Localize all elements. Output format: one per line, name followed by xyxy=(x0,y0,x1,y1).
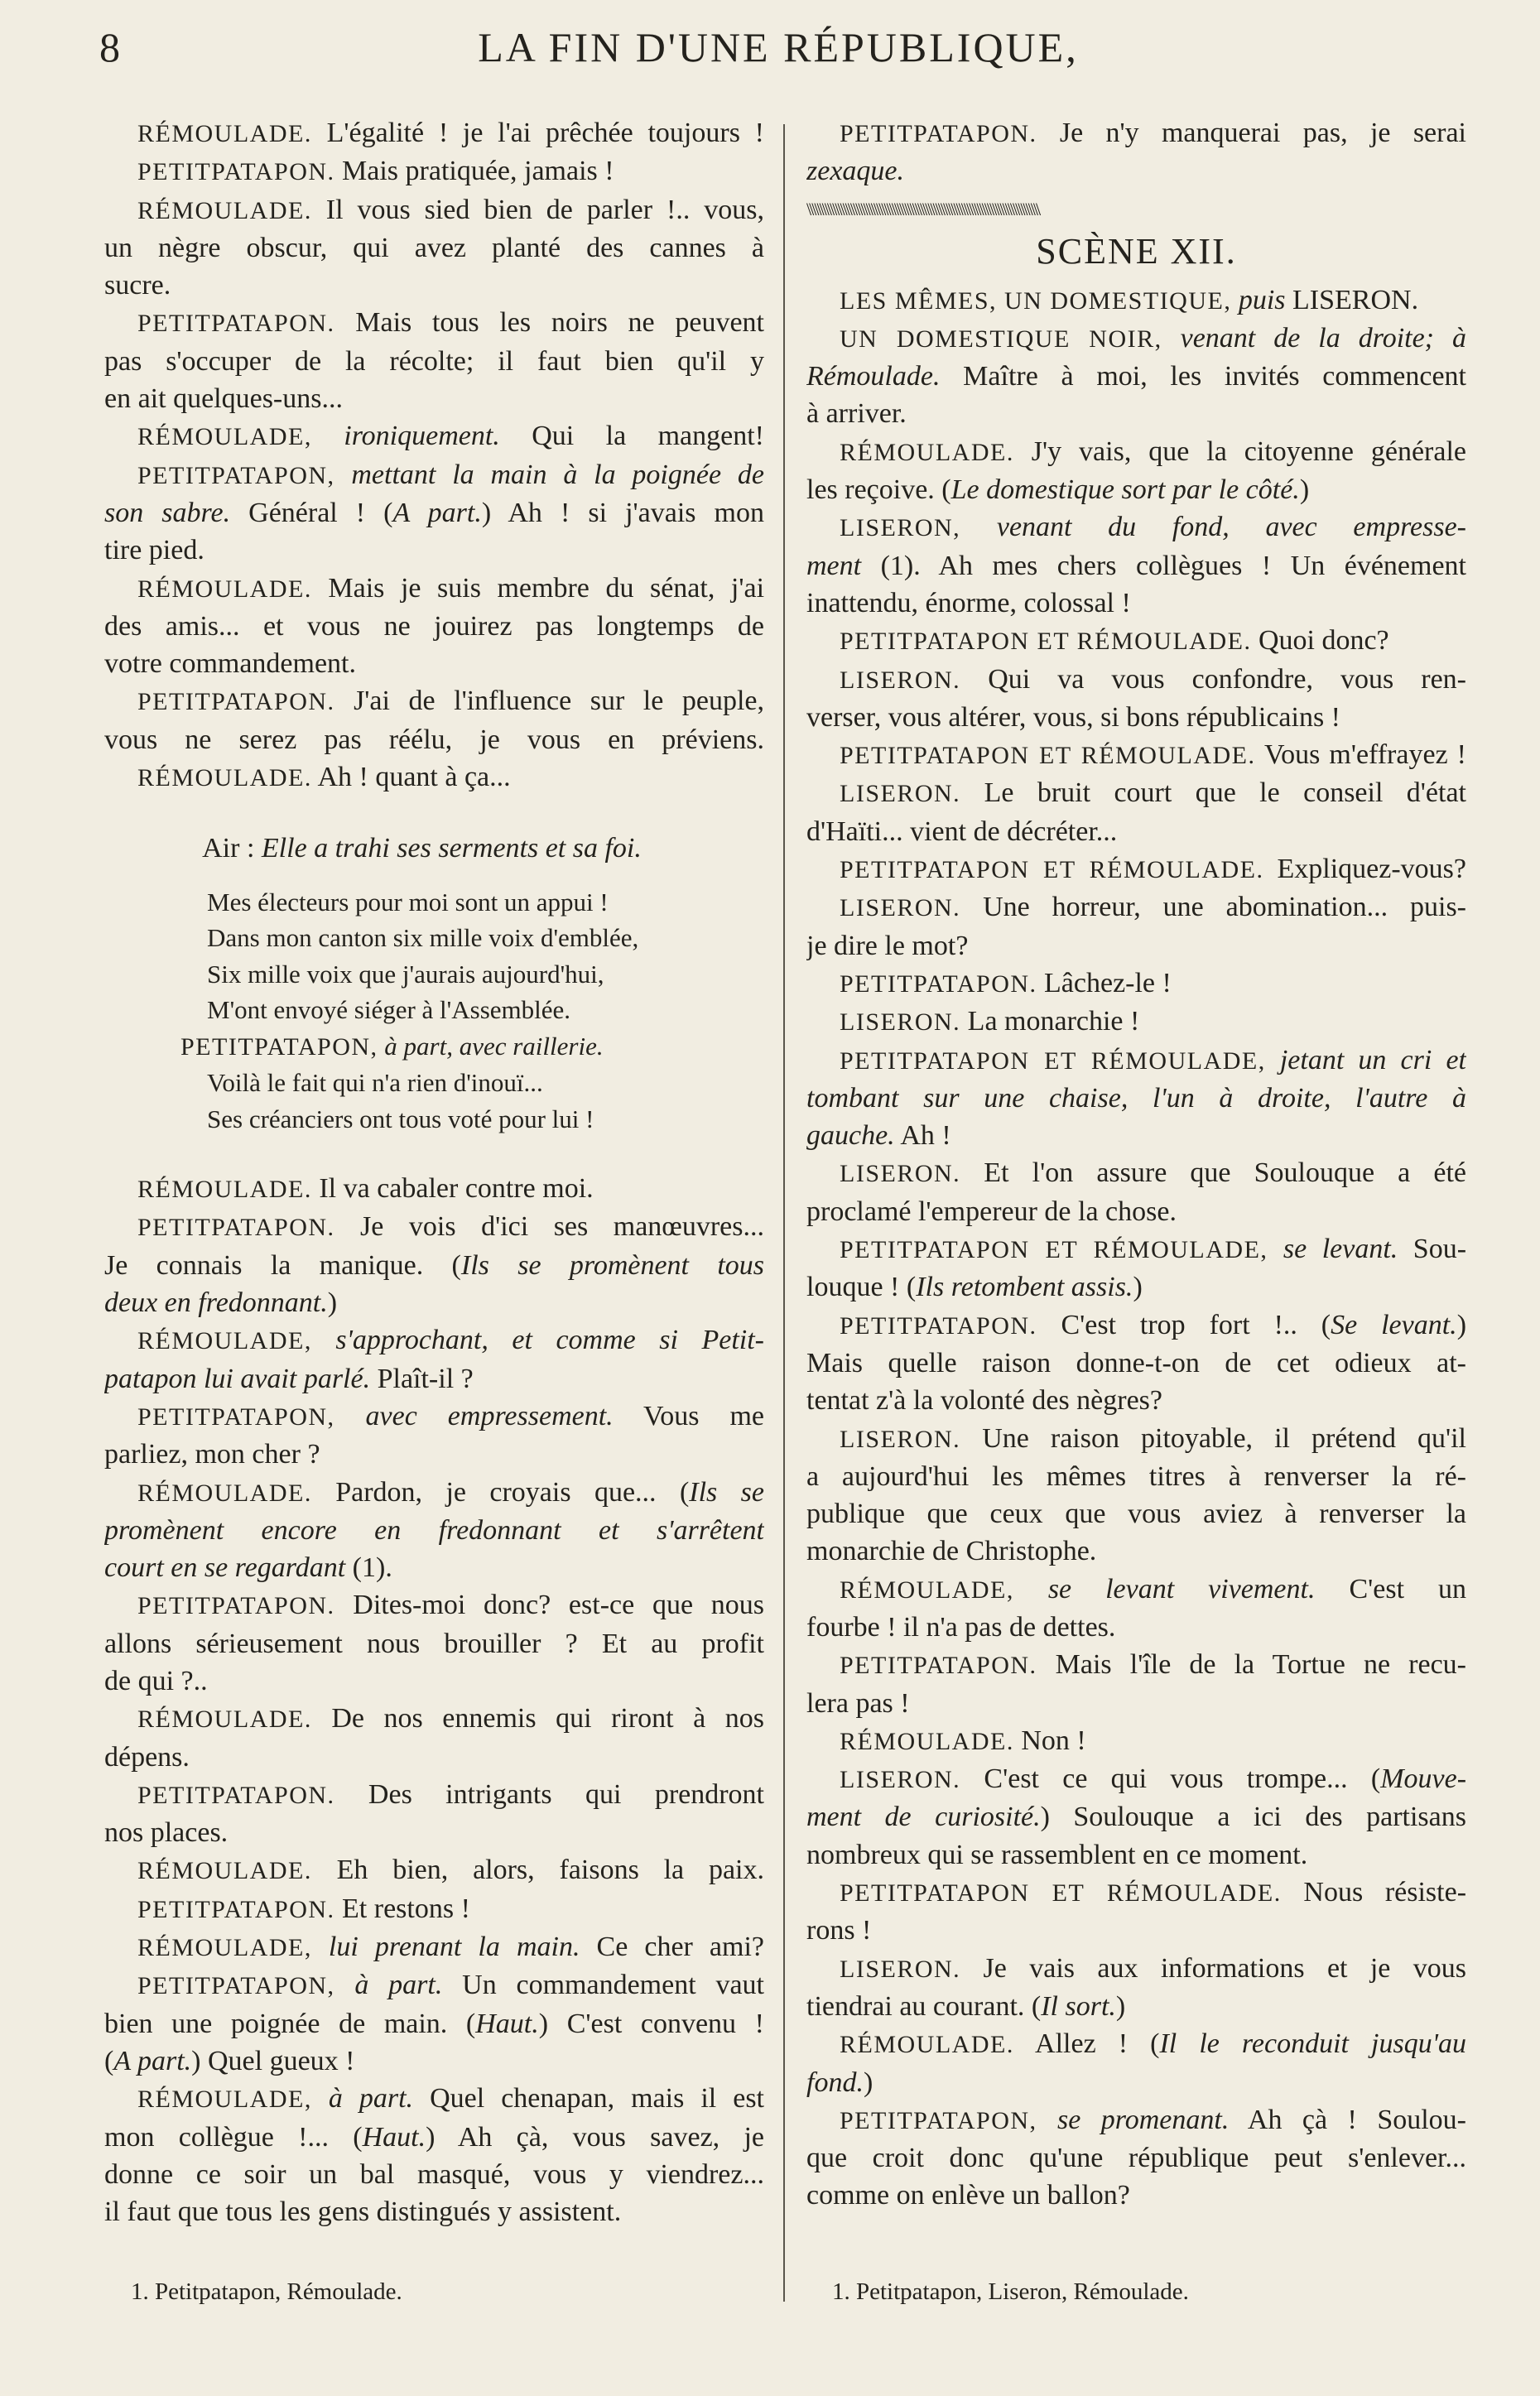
speaker: PETITPATAPON ET RÉMOULADE. xyxy=(840,856,1264,884)
text-line: je dire le mot? xyxy=(806,930,969,961)
scene-title: SCÈNE XII. xyxy=(1036,230,1237,272)
dialogue-line: PETITPATAPON, se promenant. Ah çà ! Soulou- xyxy=(840,2104,1466,2135)
speaker: PETITPATAPON ET RÉMOULADE. xyxy=(840,628,1252,656)
text-line: en ait quelques-uns... xyxy=(104,383,343,415)
text-line: Mais quelle raison donne-t-on de cet odieux at- xyxy=(806,1347,1466,1378)
text-line: Je connais la manique. (Ils se promènent tous xyxy=(104,1249,764,1281)
text-line: il faut que tous les gens distingués y assistent. xyxy=(104,2196,622,2228)
speaker: PETITPATAPON. xyxy=(840,120,1037,147)
speaker: RÉMOULADE, xyxy=(137,423,312,451)
dialogue-line: RÉMOULADE. Pardon, je croyais que... (Ils se xyxy=(137,1476,764,1508)
dialogue-line: PETITPATAPON ET RÉMOULADE, jetant un cri et xyxy=(840,1044,1466,1075)
stage-direction: ironiquement. xyxy=(344,421,500,452)
text-line: un nègre obscur, qui avez planté des cannes à xyxy=(104,232,764,263)
text-line: à arriver. xyxy=(806,398,907,430)
speaker: RÉMOULADE. xyxy=(137,1706,312,1734)
dialogue-line: PETITPATAPON, à part. Un commandement vaut xyxy=(137,1970,764,2001)
text-line: deux en fredonnant.) xyxy=(104,1287,338,1319)
dialogue-line: PETITPATAPON. C'est trop fort !.. (Se levant.) xyxy=(840,1309,1466,1340)
speaker: UN DOMESTIQUE NOIR, xyxy=(840,325,1162,353)
page-header xyxy=(99,23,1457,98)
text-line: tiendrai au courant. (Il sort.) xyxy=(806,1990,1126,2022)
text-line: patapon lui avait parlé. Plaît-il ? xyxy=(104,1363,474,1394)
speaker: RÉMOULADE. xyxy=(137,575,312,603)
text-line: des amis... et vous ne jouirez pas longtemps de xyxy=(104,610,764,642)
speaker: PETITPATAPON. xyxy=(840,1311,1037,1340)
dialogue-line: UN DOMESTIQUE NOIR, venant de la droite; à xyxy=(840,322,1466,354)
dialogue-line: PETITPATAPON. Et restons ! xyxy=(137,1893,470,1924)
text-line: sucre. xyxy=(104,270,171,301)
text-line: mon collègue !... (Haut.) Ah çà, vous savez, je xyxy=(104,2121,764,2153)
speaker: RÉMOULADE. xyxy=(137,1857,312,1885)
verse-line: Dans mon canton six mille voix d'emblée, xyxy=(207,923,639,953)
dialogue-line: RÉMOULADE. Ah ! quant à ça... xyxy=(137,762,511,793)
dialogue-line: PETITPATAPON. Mais tous les noirs ne peuvent xyxy=(137,307,764,339)
text-line: dépens. xyxy=(104,1741,190,1773)
dialogue-line: RÉMOULADE, ironiquement. Qui la mangent! xyxy=(137,421,764,452)
text-line: de qui ?.. xyxy=(104,1666,208,1696)
speaker: RÉMOULADE. xyxy=(840,2031,1014,2059)
song-verse xyxy=(104,884,764,1138)
text-line: fond.) xyxy=(806,2066,873,2098)
text-line: a aujourd'hui les mêmes titres à renverser la ré- xyxy=(806,1460,1466,1492)
speaker: LISERON. xyxy=(840,894,961,922)
text-line: que croit donc qu'une république peut s'enlever... xyxy=(806,2143,1466,2174)
speaker: PETITPATAPON ET RÉMOULADE. xyxy=(840,742,1256,770)
stage-direction: mettant la main à la poignée de xyxy=(351,459,764,490)
dialogue-line: PETITPATAPON. J'ai de l'influence sur le peuple, xyxy=(137,686,764,717)
text-line: les reçoive. (Le domestique sort par le côté.) xyxy=(806,474,1310,506)
dialogue-line: PETITPATAPON ET RÉMOULADE. Expliquez-vous? xyxy=(840,854,1466,885)
speaker: PETITPATAPON, xyxy=(840,2106,1037,2134)
text-line: tentat z'à la volonté des nègres? xyxy=(806,1385,1162,1417)
speaker: LISERON, xyxy=(840,514,961,542)
text-line: tire pied. xyxy=(104,535,205,566)
dialogue-line: LISERON, venant du fond, avec empresse- xyxy=(840,512,1466,543)
text-line: son sabre. Général ! (A part.) Ah ! si j'avais mon xyxy=(104,497,764,528)
dialogue-line: LISERON. La monarchie ! xyxy=(840,1006,1140,1037)
text-line: fourbe ! il n'a pas de dettes. xyxy=(806,1611,1116,1643)
speaker: RÉMOULADE. xyxy=(840,1727,1014,1755)
speaker: PETITPATAPON. xyxy=(137,1214,335,1242)
text-line: inattendu, énorme, colossal ! xyxy=(806,587,1131,618)
speaker: PETITPATAPON. xyxy=(137,158,335,186)
speaker: PETITPATAPON. xyxy=(137,688,335,716)
speaker: RÉMOULADE, xyxy=(137,1934,312,1962)
speaker: LISERON. xyxy=(840,1160,961,1188)
dialogue-line: LISERON. Une horreur, une abomination... puis- xyxy=(840,892,1466,923)
speaker: RÉMOULADE. xyxy=(137,1176,312,1204)
dialogue-line: RÉMOULADE. Il vous sied bien de parler !.. vous, xyxy=(137,194,764,225)
verse-line: Ses créanciers ont tous voté pour lui ! xyxy=(207,1104,594,1133)
speaker: LISERON. xyxy=(840,780,961,808)
verse-line: M'ont envoyé siéger à l'Assemblée. xyxy=(207,995,571,1025)
dialogue-line: PETITPATAPON. Lâchez-le ! xyxy=(840,967,1172,998)
dialogue-line: RÉMOULADE. De nos ennemis qui riront à nos xyxy=(137,1703,764,1734)
speaker: RÉMOULADE. xyxy=(840,438,1014,466)
speaker: RÉMOULADE. xyxy=(137,764,312,792)
speaker: RÉMOULADE, xyxy=(840,1576,1014,1604)
speaker: LISERON. xyxy=(840,1766,961,1794)
speaker: RÉMOULADE. xyxy=(137,196,312,224)
dialogue-line: LISERON. Qui va vous confondre, vous ren- xyxy=(840,663,1466,695)
dialogue-line: RÉMOULADE. Allez ! (Il le reconduit jusqu'au xyxy=(840,2028,1466,2060)
dialogue-line: PETITPATAPON. Je vois d'ici ses manœuvres... xyxy=(137,1211,764,1243)
text-line: bien une poignée de main. (Haut.) C'est convenu ! xyxy=(104,2008,764,2039)
text-line: pas s'occuper de la récolte; il faut bien qu'il y xyxy=(104,345,764,377)
dialogue-line: PETITPATAPON. Mais pratiquée, jamais ! xyxy=(137,156,614,187)
text-line: (A part.) Quel gueux ! xyxy=(104,2045,355,2076)
speaker: PETITPATAPON. xyxy=(137,310,335,338)
right-column xyxy=(806,114,1466,2215)
speaker: LISERON. xyxy=(840,1008,961,1037)
text-line: verser, vous altérer, vous, si bons républicains ! xyxy=(806,701,1341,733)
dialogue-line: PETITPATAPON. Des intrigants qui prendront xyxy=(137,1778,764,1810)
text-line: lera pas ! xyxy=(806,1687,910,1719)
text-line: parliez, mon cher ? xyxy=(104,1439,320,1470)
dialogue-line xyxy=(104,456,764,494)
speaker: RÉMOULADE, xyxy=(137,1327,312,1355)
speaker: PETITPATAPON ET RÉMOULADE, xyxy=(840,1236,1268,1264)
verse-line: Voilà le fait qui n'a rien d'inouï... xyxy=(207,1068,543,1098)
dialogue-line: LISERON. C'est ce qui vous trompe... (Mouve- xyxy=(840,1763,1466,1795)
speaker: RÉMOULADE. xyxy=(137,1479,312,1507)
dialogue-line: PETITPATAPON. Je n'y manquerai pas, je serai xyxy=(840,118,1466,148)
column-divider xyxy=(783,124,785,2302)
dialogue-line: RÉMOULADE. Eh bien, alors, faisons la paix. xyxy=(137,1855,764,1886)
footnote-right: 1. Petitpatapon, Liseron, Rémoulade. xyxy=(832,2278,1189,2305)
dialogue-line: LISERON. Une raison pitoyable, il prétend qu'il xyxy=(840,1422,1466,1454)
speaker: PETITPATAPON, xyxy=(137,1402,335,1431)
running-title: LA FIN D'UNE RÉPUBLIQUE, xyxy=(478,24,1079,70)
dialogue-line: RÉMOULADE. Il va cabaler contre moi. xyxy=(137,1173,594,1205)
speaker: LISERON. xyxy=(840,1955,961,1983)
text-line: votre commandement. xyxy=(104,648,357,680)
speaker: PETITPATAPON, xyxy=(137,1972,335,2000)
speaker: LISERON. xyxy=(840,1425,961,1453)
text-line: Rémoulade. Maître à moi, les invités commencent xyxy=(806,361,1466,392)
text-line: gauche. Ah ! xyxy=(806,1120,951,1152)
dialogue-line: PETITPATAPON ET RÉMOULADE. Vous m'effrayez ! xyxy=(840,739,1466,771)
text-line: monarchie de Christophe. xyxy=(806,1536,1097,1567)
dialogue-line: RÉMOULADE. Non ! xyxy=(840,1725,1086,1756)
text-line: tombant sur une chaise, l'un à droite, l'autre à xyxy=(806,1082,1466,1114)
speaker: PETITPATAPON. xyxy=(840,1652,1037,1680)
dialogue-line: RÉMOULADE, s'approchant, et comme si Petit- xyxy=(137,1325,764,1356)
speaker: PETITPATAPON ET RÉMOULADE, xyxy=(840,1046,1266,1075)
dialogue-line: PETITPATAPON. Mais l'île de la Tortue ne recu- xyxy=(840,1649,1466,1681)
dialogue-line: PETITPATAPON, avec empressement. Vous me xyxy=(137,1400,764,1431)
left-column xyxy=(104,114,764,2230)
text-line: ment (1). Ah mes chers collègues ! Un événement xyxy=(806,550,1466,581)
speaker: PETITPATAPON. xyxy=(137,1781,335,1809)
verse-line: Six mille voix que j'aurais aujourd'hui, xyxy=(207,959,604,989)
song-air-title: Air : Elle a trahi ses serments et sa foi. xyxy=(202,833,642,864)
text-line: zexaque. xyxy=(806,156,905,187)
verse-line: Mes électeurs pour moi sont un appui ! xyxy=(207,887,609,917)
text-line: nos places. xyxy=(104,1817,229,1849)
dialogue-line: PETITPATAPON ET RÉMOULADE. Nous résiste- xyxy=(840,1877,1466,1908)
footnote-left: 1. Petitpatapon, Rémoulade. xyxy=(131,2278,402,2305)
text-line: louque ! (Ils retombent assis.) xyxy=(806,1272,1143,1303)
text-line: court en se regardant (1). xyxy=(104,1552,392,1584)
ornamental-divider: \\\\\\\\\\\\\\\\\\\\\\\\\\\\\\\\\\\\\\\\\\\\\\\\\\\\\\\\\\\\\\\\\\\\\\\\\\\\\\\\\\\\\\\\\\ xyxy=(806,198,1039,219)
dialogue-line: RÉMOULADE, se levant vivement. C'est un xyxy=(840,1573,1466,1605)
scene-cast: LES MÊMES, UN DOMESTIQUE, puis LISERON. xyxy=(840,284,1419,315)
dialogue-line: RÉMOULADE, à part. Quel chenapan, mais il est xyxy=(137,2083,764,2115)
dialogue-line: PETITPATAPON ET RÉMOULADE. Quoi donc? xyxy=(840,625,1389,657)
text-line: ment de curiosité.) Soulouque a ici des partisans xyxy=(806,1802,1466,1833)
speaker: PETITPATAPON. xyxy=(137,1592,335,1620)
dialogue-line: RÉMOULADE. L'égalité ! je l'ai prêchée toujours ! xyxy=(137,118,764,148)
speaker: LISERON. xyxy=(840,666,961,694)
dialogue-line: PETITPATAPON. Dites-moi donc? est-ce que nous xyxy=(137,1590,764,1621)
text-line: nombreux qui se rassemblent en ce moment. xyxy=(806,1839,1308,1870)
text-line: allons sérieusement nous brouiller ? Et au profit xyxy=(104,1628,764,1659)
text-line: publique que ceux que vous aviez à renverser la xyxy=(806,1499,1466,1530)
dialogue-line: PETITPATAPON ET RÉMOULADE, se levant. Sou- xyxy=(840,1234,1466,1265)
text-line: donne ce soir un bal masqué, vous y viendrez... xyxy=(104,2158,764,2190)
speaker: PETITPATAPON, xyxy=(137,461,335,489)
text-line: proclamé l'empereur de la chose. xyxy=(806,1196,1177,1227)
dialogue-line: RÉMOULADE. Mais je suis membre du sénat, j'ai xyxy=(137,572,764,604)
verse-speaker-line: PETITPATAPON, à part, avec raillerie. xyxy=(180,1031,604,1061)
text-line: rons ! xyxy=(806,1915,872,1946)
text-line: promènent encore en fredonnant et s'arrêtent xyxy=(104,1514,764,1546)
dialogue-line: LISERON. Et l'on assure que Soulouque a été xyxy=(840,1157,1466,1189)
dialogue-line: RÉMOULADE. J'y vais, que la citoyenne générale xyxy=(840,435,1466,467)
dialogue-line: LISERON. Le bruit court que le conseil d'état xyxy=(840,777,1466,809)
dialogue-line: RÉMOULADE, lui prenant la main. Ce cher ami? xyxy=(137,1932,764,1963)
speaker: RÉMOULADE, xyxy=(137,2086,312,2114)
speaker: PETITPATAPON. xyxy=(137,1895,335,1923)
text-line: vous ne serez pas réélu, je vous en préviens. xyxy=(104,724,764,755)
speaker: PETITPATAPON ET RÉMOULADE. xyxy=(840,1879,1282,1908)
dialogue-line: LISERON. Je vais aux informations et je vous xyxy=(840,1952,1466,1984)
speaker: RÉMOULADE. xyxy=(137,120,312,147)
text-line: d'Haïti... vient de décréter... xyxy=(806,816,1118,847)
text-line: comme on enlève un ballon? xyxy=(806,2180,1130,2211)
page-number: 8 xyxy=(99,24,120,70)
speaker: PETITPATAPON. xyxy=(840,969,1037,998)
